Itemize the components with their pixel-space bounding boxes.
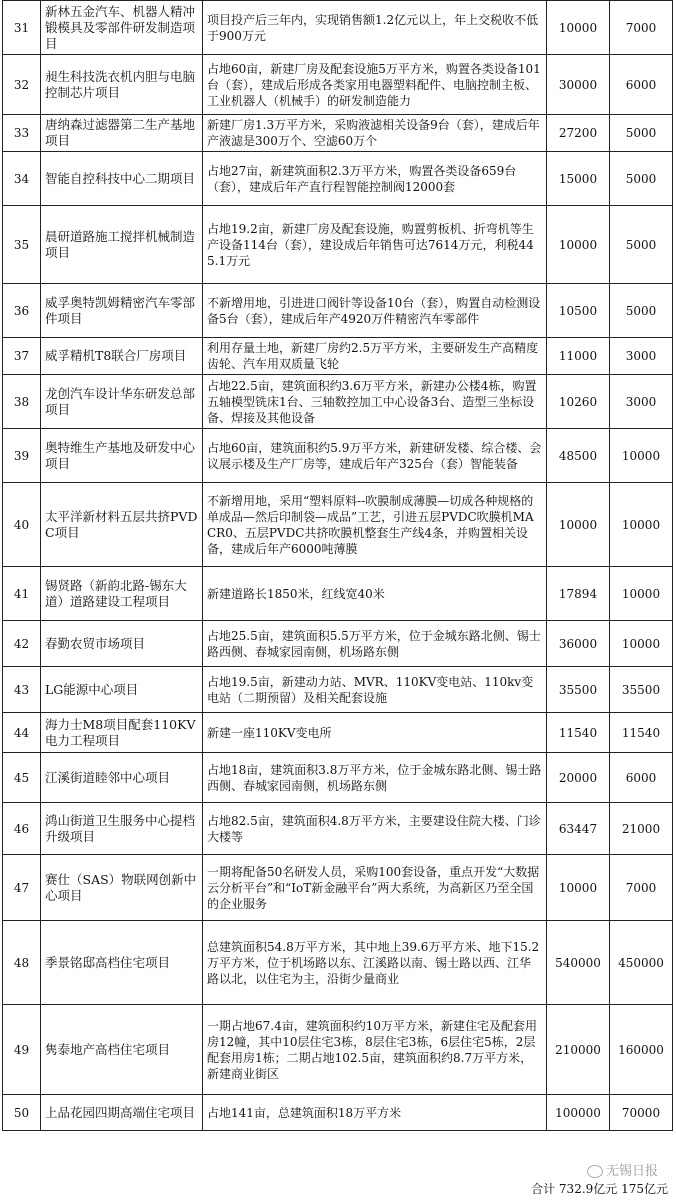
total-investment: 10000 — [547, 855, 610, 921]
total-investment: 27200 — [547, 115, 610, 152]
row-number: 46 — [3, 803, 41, 855]
row-number: 34 — [3, 152, 41, 206]
annual-investment: 10000 — [610, 429, 673, 483]
project-description: 占地18亩，建筑面积3.8万平方米，位于金城东路北侧、锡士路西侧、春城家园南侧，机场路东侧 — [203, 753, 547, 803]
table-row — [3, 55, 673, 115]
project-description: 占地25.5亩，建筑面积5.5万平方米，位于金城东路北侧、锡士路西侧、春城家园南侧，机场路东侧 — [203, 621, 547, 667]
project-description: 占地22.5亩，建筑面积约3.6万平方米，新建办公楼4栋，购置五轴模型铣床1台、三轴数控加工中心设备3台、造型三坐标设备、焊接及其他设备 — [203, 375, 547, 429]
row-number: 36 — [3, 284, 41, 338]
annual-investment: 5000 — [610, 152, 673, 206]
total-investment: 48500 — [547, 429, 610, 483]
total-investment: 11540 — [547, 713, 610, 753]
wechat-icon — [587, 1165, 603, 1178]
project-description: 一期占地67.4亩，建筑面积约10万平方米，新建住宅及配套用房12幢，其中10层住宅3栋，8层住宅3栋，6层住宅5栋，2层配套用房1栋；二期占地102.5亩，建筑面积约8.7万平方米，新建商业街区 — [203, 1005, 547, 1095]
project-description: 占地19.5亩，新建动力站、MVR、110KV变电站、110kv变电站（二期预留）及相关配套设施 — [203, 667, 547, 713]
annual-investment: 11540 — [610, 713, 673, 753]
row-number: 32 — [3, 55, 41, 115]
watermark — [587, 1160, 658, 1179]
project-description: 总建筑面积54.8万平方米，其中地上39.6万平方米、地下15.2万平方米，位于机场路以东、江溪路以南、锡士路以西、江华路以北，以住宅为主，沿街少量商业 — [203, 921, 547, 1005]
project-description: 不新增用地，采用“塑料原料--吹膜制成薄膜—切成各种规格的单成品—然后印制袋—成品”工艺，引进五层PVDC吹膜机MACR0、五层PVDC共挤吹膜机整套生产线4条，并购置相关设备，建成后年产6000吨薄膜 — [203, 483, 547, 567]
project-name: 鸿山街道卫生服务中心提档升级项目 — [41, 803, 203, 855]
row-number: 48 — [3, 921, 41, 1005]
annual-investment: 3000 — [610, 375, 673, 429]
total-investment: 17894 — [547, 567, 610, 621]
row-number: 38 — [3, 375, 41, 429]
project-description: 不新增用地，引进进口阀针等设备10台（套），购置自动检测设备5台（套），建成后年产4920万件精密汽车零部件 — [203, 284, 547, 338]
annual-investment: 3000 — [610, 338, 673, 375]
total-investment: 15000 — [547, 152, 610, 206]
table-row — [3, 567, 673, 621]
annual-investment: 6000 — [610, 753, 673, 803]
table-row — [3, 284, 673, 338]
project-description: 新建一座110KV变电所 — [203, 713, 547, 753]
project-name: 隽泰地产高档住宅项目 — [41, 1005, 203, 1095]
table-row — [3, 1095, 673, 1131]
project-name: 上品花园四期高端住宅项目 — [41, 1095, 203, 1131]
project-name: 威孚精机T8联合厂房项目 — [41, 338, 203, 375]
table-row — [3, 375, 673, 429]
total-investment: 36000 — [547, 621, 610, 667]
annual-investment: 21000 — [610, 803, 673, 855]
total-investment: 10000 — [547, 206, 610, 284]
row-number: 50 — [3, 1095, 41, 1131]
project-name: 海力士M8项目配套110KV电力工程项目 — [41, 713, 203, 753]
project-name: 赛仕（SAS）物联网创新中心项目 — [41, 855, 203, 921]
project-description: 占地60亩，建筑面积约5.9万平方米，新建研发楼、综合楼、会议展示楼及生产厂房等，建成后年产325台（套）智能装备 — [203, 429, 547, 483]
row-number: 40 — [3, 483, 41, 567]
project-name: 唐纳森过滤器第二生产基地项目 — [41, 115, 203, 152]
table-row — [3, 855, 673, 921]
project-description: 占地60亩，新建厂房及配套设施5万平方米，购置各类设备101台（套），建成后形成各类家用电器塑料配件、电脑控制主板、工业机器人（机械手）的研发制造能力 — [203, 55, 547, 115]
project-name: 智能自控科技中心二期项目 — [41, 152, 203, 206]
table-row — [3, 152, 673, 206]
project-description: 新建道路长1850米，红线宽40米 — [203, 567, 547, 621]
row-number: 42 — [3, 621, 41, 667]
project-name: 晨研道路施工搅拌机械制造项目 — [41, 206, 203, 284]
project-name: 春勤农贸市场项目 — [41, 621, 203, 667]
total-investment: 10000 — [547, 483, 610, 567]
total-investment: 63447 — [547, 803, 610, 855]
project-description: 项目投产后三年内，实现销售额1.2亿元以上，年上交税收不低于900万元 — [203, 1, 547, 55]
annual-investment: 10000 — [610, 567, 673, 621]
annual-investment: 10000 — [610, 621, 673, 667]
table-row — [3, 667, 673, 713]
row-number: 37 — [3, 338, 41, 375]
project-description: 一期将配备50名研发人员，采购100套设备，重点开发“大数据云分析平台”和“IoT新金融平台”两大系统，为高新区乃至全国的企业服务 — [203, 855, 547, 921]
watermark-text: 无锡日报 — [605, 1164, 658, 1179]
row-number: 41 — [3, 567, 41, 621]
table-row — [3, 803, 673, 855]
annual-investment: 5000 — [610, 206, 673, 284]
project-description: 占地82.5亩，建筑面积4.8万平方米，主要建设住院大楼、门诊大楼等 — [203, 803, 547, 855]
project-name: 威孚奥特凯姆精密汽车零部件项目 — [41, 284, 203, 338]
project-description: 利用存量土地，新建厂房约2.5万平方米，主要研发生产高精度齿轮、汽车用双质量飞轮 — [203, 338, 547, 375]
project-name: 龙创汽车设计华东研发总部项目 — [41, 375, 203, 429]
project-table — [2, 0, 673, 1131]
project-description: 占地141亩，总建筑面积18万平方米 — [203, 1095, 547, 1131]
project-name: 锡贤路（新韵北路-锡东大道）道路建设工程项目 — [41, 567, 203, 621]
annual-investment: 5000 — [610, 115, 673, 152]
project-name: 太平洋新材料五层共挤PVDC项目 — [41, 483, 203, 567]
project-name: LG能源中心项目 — [41, 667, 203, 713]
annual-investment: 160000 — [610, 1005, 673, 1095]
row-number: 31 — [3, 1, 41, 55]
project-name: 江溪街道睦邻中心项目 — [41, 753, 203, 803]
table-row — [3, 713, 673, 753]
total-investment: 11000 — [547, 338, 610, 375]
project-description: 新建厂房1.3万平方米，采购液滤相关设备9台（套），建成后年产液滤是300万个、空滤60万个 — [203, 115, 547, 152]
annual-investment: 7000 — [610, 1, 673, 55]
project-name: 昶生科技洗衣机内胆与电脑控制芯片项目 — [41, 55, 203, 115]
table-row — [3, 206, 673, 284]
row-number: 47 — [3, 855, 41, 921]
annual-investment: 5000 — [610, 284, 673, 338]
total-investment: 10500 — [547, 284, 610, 338]
row-number: 44 — [3, 713, 41, 753]
table-row — [3, 753, 673, 803]
total-investment: 100000 — [547, 1095, 610, 1131]
row-number: 39 — [3, 429, 41, 483]
project-description: 占地27亩，新建筑面积2.3万平方米，购置各类设备659台（套），建成后年产直行程智能控制阀12000套 — [203, 152, 547, 206]
total-investment: 30000 — [547, 55, 610, 115]
annual-investment: 35500 — [610, 667, 673, 713]
table-row — [3, 621, 673, 667]
table-row — [3, 921, 673, 1005]
annual-investment: 70000 — [610, 1095, 673, 1131]
table-row — [3, 115, 673, 152]
table-row — [3, 483, 673, 567]
project-name: 奥特维生产基地及研发中心项目 — [41, 429, 203, 483]
row-number: 45 — [3, 753, 41, 803]
table-row — [3, 429, 673, 483]
table-row — [3, 338, 673, 375]
annual-investment: 450000 — [610, 921, 673, 1005]
total-investment: 35500 — [547, 667, 610, 713]
annual-investment: 7000 — [610, 855, 673, 921]
total-investment: 10260 — [547, 375, 610, 429]
row-number: 43 — [3, 667, 41, 713]
annual-investment: 10000 — [610, 483, 673, 567]
total-summary: 合计 732.9亿元 175亿元 — [531, 1182, 668, 1196]
row-number: 49 — [3, 1005, 41, 1095]
total-investment: 540000 — [547, 921, 610, 1005]
total-investment: 20000 — [547, 753, 610, 803]
project-description: 占地19.2亩，新建厂房及配套设施，购置剪板机、折弯机等生产设备114台（套），建设成后年销售可达7614万元，利税445.1万元 — [203, 206, 547, 284]
annual-investment: 6000 — [610, 55, 673, 115]
project-name: 季景铭邸高档住宅项目 — [41, 921, 203, 1005]
total-investment: 10000 — [547, 1, 610, 55]
table-row — [3, 1005, 673, 1095]
total-investment: 210000 — [547, 1005, 610, 1095]
project-name: 新林五金汽车、机器人精冲锻模具及零部件研发制造项目 — [41, 1, 203, 55]
row-number: 35 — [3, 206, 41, 284]
row-number: 33 — [3, 115, 41, 152]
table-row — [3, 1, 673, 55]
